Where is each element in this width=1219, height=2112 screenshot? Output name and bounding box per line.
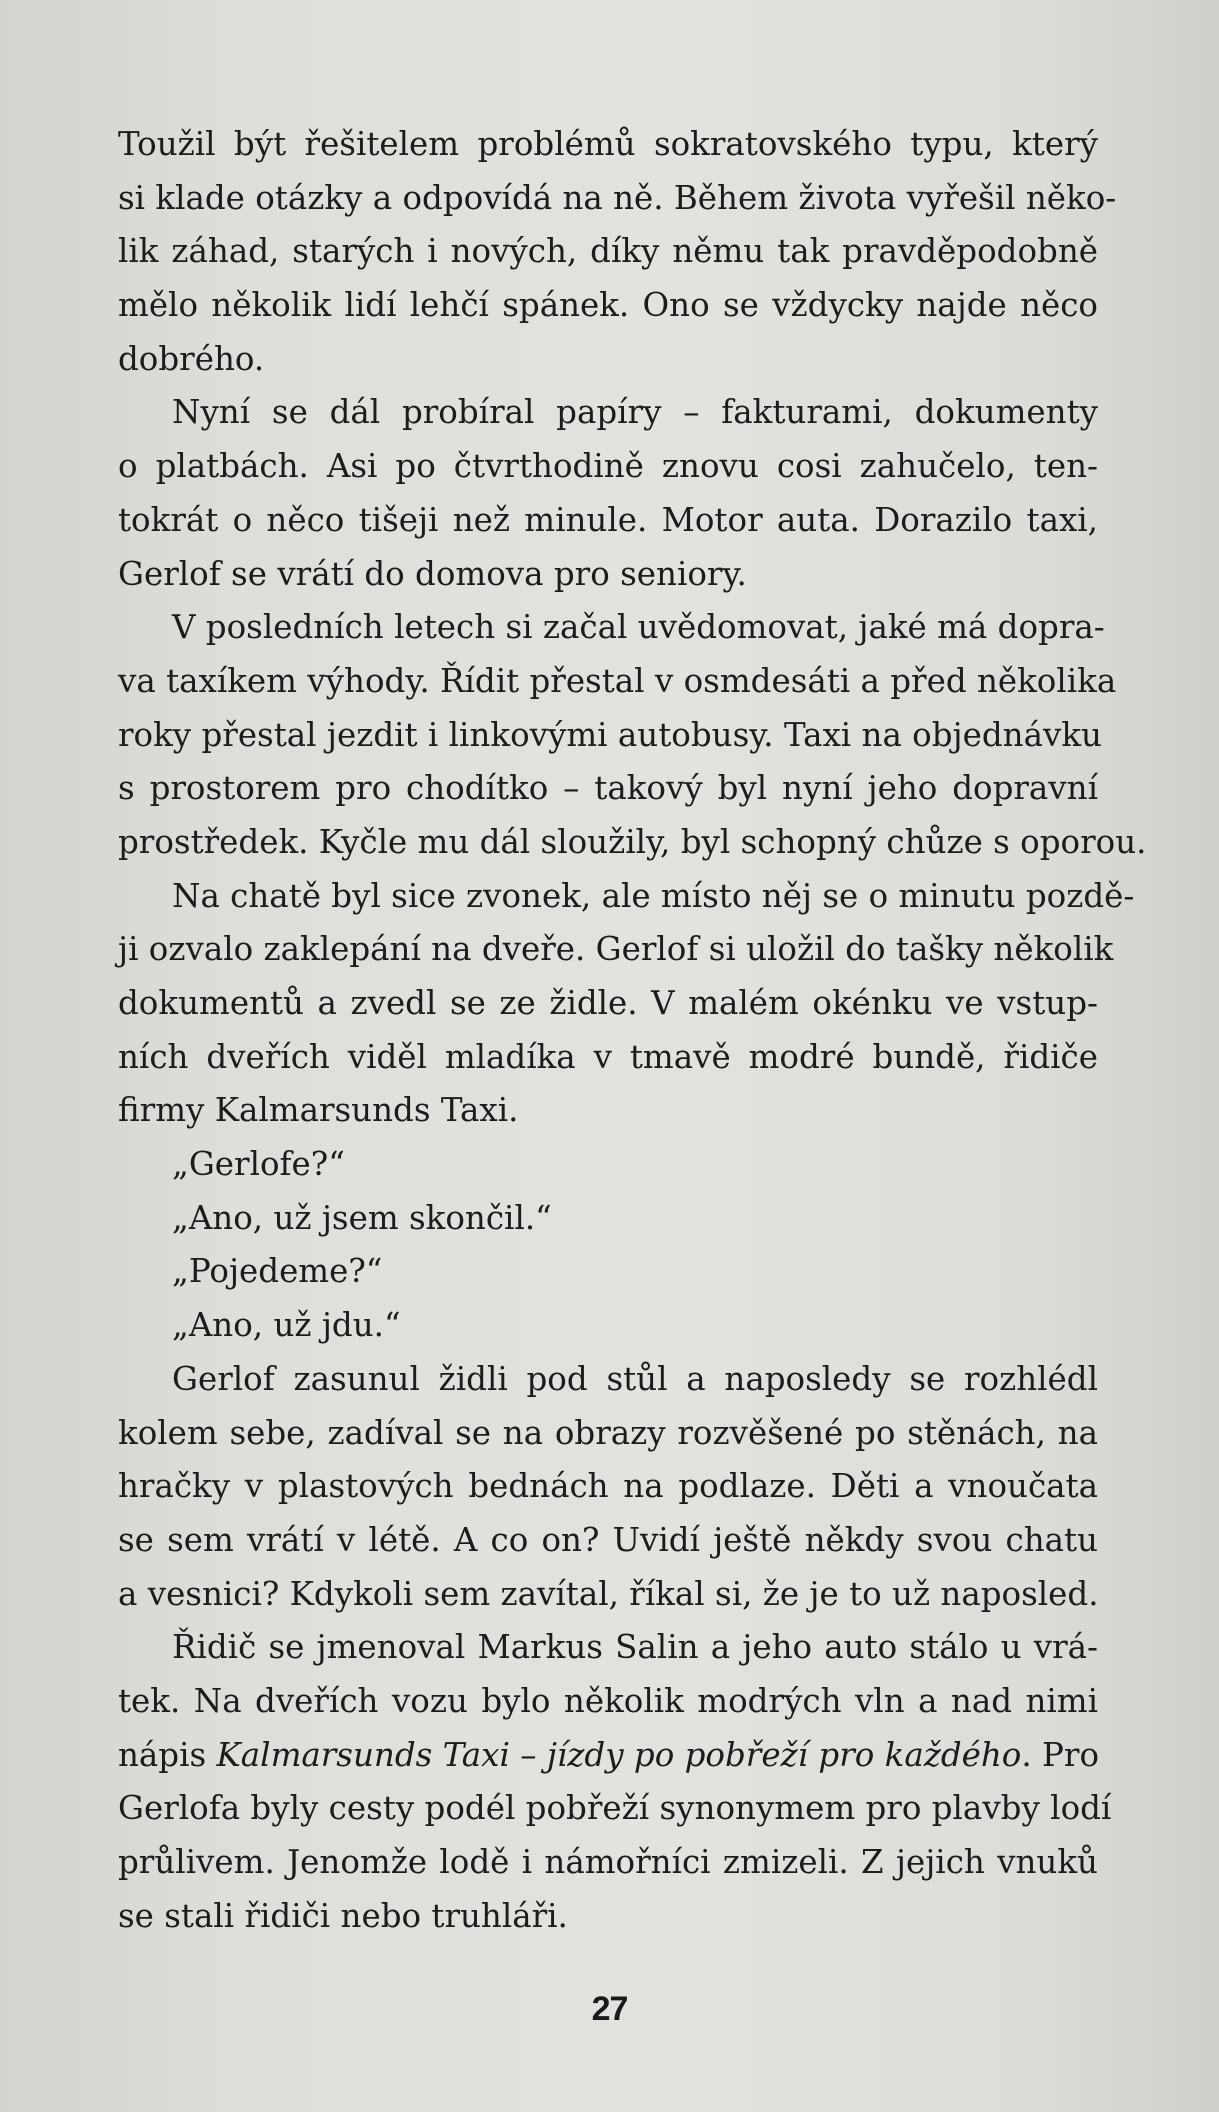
text-line: průlivem. Jenomže lodě i námořníci zmizeli. Z jejich vnuků: [118, 1843, 1098, 1881]
text-line: prostředek. Kyčle mu dál sloužily, byl schopný chůze s oporou.: [118, 822, 1147, 861]
text-line: dobrého.: [118, 339, 265, 378]
text-line-mixed: [118, 1729, 1098, 1783]
text-fragment: . Pro: [1021, 1735, 1100, 1774]
text-line: hračky v plastových bednách na podlaze. Děti a vnoučata: [118, 1467, 1098, 1506]
text-line: Gerlof se vrátí do domova pro seniory.: [118, 554, 747, 593]
dialogue-line: „Ano, už jdu.“: [172, 1306, 401, 1345]
text-line: se sem vrátí v létě. A co on? Uvidí ještě někdy svou chatu: [118, 1520, 1098, 1559]
dialogue-line: „Ano, už jsem skončil.“: [172, 1198, 552, 1237]
page-number: 27: [591, 1990, 628, 2028]
text-line: Řidič se jmenoval Markus Salin a jeho auto stálo u vrá-: [172, 1628, 1098, 1667]
text-line: Toužil být řešitelem problémů sokratovského typu, který: [118, 125, 1098, 163]
text-line: Nyní se dál probíral papíry – fakturami, dokumenty: [172, 393, 1098, 432]
text-line: firmy Kalmarsunds Taxi.: [118, 1091, 519, 1130]
body-text: [118, 118, 1147, 1943]
text-line: va taxíkem výhody. Řídit přestal v osmdesáti a před několika: [118, 661, 1117, 700]
text-line: s prostorem pro chodítko – takový byl nyní jeho dopravní: [118, 769, 1098, 808]
text-line: kolem sebe, zadíval se na obrazy rozvěšené po stěnách, na: [118, 1413, 1098, 1452]
text-line: tek. Na dveřích vozu bylo několik modrých vln a nad nimi: [118, 1681, 1098, 1720]
text-line: a vesnici? Kdykoli sem zavítal, říkal si, že je to už naposled.: [118, 1574, 1099, 1613]
text-line: dokumentů a zvedl se ze židle. V malém okénku ve vstup-: [118, 984, 1098, 1022]
text-line: ji ozvalo zaklepání na dveře. Gerlof si uložil do tašky několik: [118, 930, 1114, 969]
text-fragment: nápis: [118, 1735, 217, 1774]
text-line: lik záhad, starých i nových, díky němu tak pravděpodobně: [118, 232, 1098, 271]
text-line: mělo několik lidí lehčí spánek. Ono se vždycky najde něco: [118, 286, 1098, 325]
text-line: se stali řidiči nebo truhláři.: [118, 1896, 568, 1935]
text-line: Gerlofa byly cesty podél pobřeží synonymem pro plavby lodí: [118, 1789, 1112, 1828]
text-line: si klade otázky a odpovídá na ně. Během života vyřešil něko-: [118, 178, 1117, 217]
text-line: ních dveřích viděl mladíka v tmavě modré bundě, řidiče: [118, 1037, 1098, 1076]
text-line: tokrát o něco tišeji než minule. Motor auta. Dorazilo taxi,: [118, 500, 1098, 539]
dialogue-line: „Pojedeme?“: [172, 1252, 383, 1291]
text-line: Gerlof zasunul židli pod stůl a naposledy se rozhlédl: [172, 1359, 1098, 1398]
text-line: o platbách. Asi po čtvrthodině znovu cosi zahučelo, ten-: [118, 447, 1098, 486]
text-line: Na chatě byl sice zvonek, ale místo něj se o minutu pozdě-: [172, 876, 1135, 915]
dialogue-line: „Gerlofe?“: [172, 1145, 345, 1184]
text-line: V posledních letech si začal uvědomovat, jaké má dopra-: [172, 608, 1105, 647]
italic-taxi-slogan: Kalmarsunds Taxi – jízdy po pobřeží pro každého: [216, 1735, 1022, 1774]
text-line: roky přestal jezdit i linkovými autobusy. Taxi na objednávku: [118, 715, 1102, 754]
